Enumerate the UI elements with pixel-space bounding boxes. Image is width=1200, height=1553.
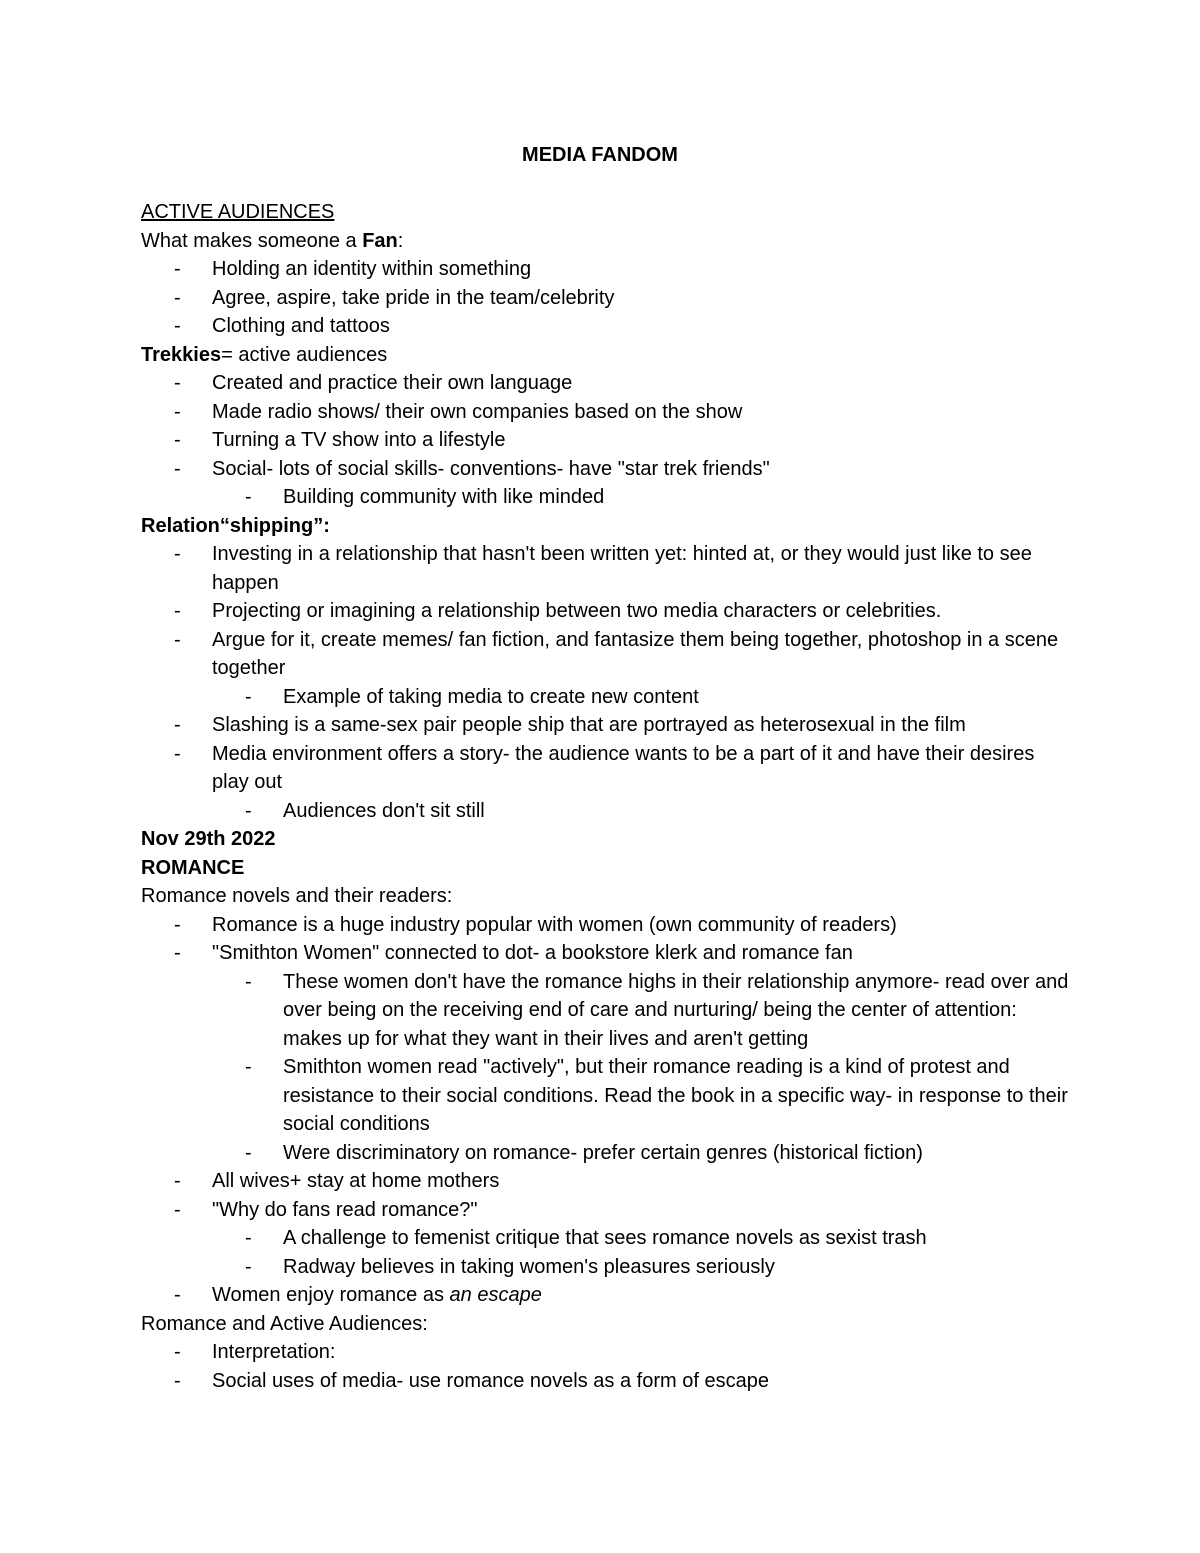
list-item: - "Smithton Women" connected to dot- a bookstore klerk and romance fan: [141, 939, 1071, 968]
bullet-dash: -: [174, 400, 181, 423]
list-item: - Agree, aspire, take pride in the team/celebrity: [141, 284, 1071, 313]
sub-list-item: - Audiences don't sit still: [141, 797, 1071, 826]
fan-question: What makes someone a Fan:: [141, 229, 404, 252]
romance-intro: Romance novels and their readers:: [141, 885, 453, 907]
bullet-dash: -: [174, 714, 181, 736]
bullet-dash: -: [245, 1141, 252, 1164]
page-title: MEDIA FANDOM: [522, 144, 678, 166]
bullet-dash: -: [174, 742, 181, 765]
sub-list-item: - Example of taking media to create new content: [141, 683, 1071, 712]
bullet-dash: -: [174, 543, 181, 565]
bullet-dash: -: [174, 628, 181, 651]
list-item: - Projecting or imagining a relationship between two media characters or celebrities.: [141, 597, 1071, 626]
list-item: - Interpretation:: [141, 1338, 1071, 1367]
list-item: - Romance is a huge industry popular with women (own community of readers): [141, 911, 1071, 940]
bullet-dash: -: [245, 799, 252, 822]
bullet-dash: -: [174, 1341, 181, 1363]
list-item: - Investing in a relationship that hasn't been written yet: hinted at, or they would just like to see happen: [141, 540, 1071, 597]
bullet-dash: -: [174, 1284, 181, 1306]
bullet-dash: -: [174, 286, 181, 309]
list-item: - Made radio shows/ their own companies based on the show: [141, 398, 1071, 427]
list-item: - Holding an identity within something: [141, 255, 1071, 284]
bullet-dash: -: [245, 1255, 252, 1278]
bullet-dash: -: [245, 1227, 252, 1249]
sub-list-item: - Were discriminatory on romance- prefer certain genres (historical fiction): [141, 1139, 1071, 1168]
bullet-dash: -: [174, 1369, 181, 1392]
romance-active-heading: Romance and Active Audiences:: [141, 1312, 428, 1335]
list-item: - Women enjoy romance as an escape: [141, 1281, 1071, 1310]
bullet-dash: -: [174, 429, 181, 451]
list-item: - Argue for it, create memes/ fan fiction, and fantasize them being together, photoshop in a scene together: [141, 626, 1071, 683]
bullet-dash: -: [174, 1170, 181, 1192]
list-item: - Media environment offers a story- the audience wants to be a part of it and have their desires play out: [141, 740, 1071, 797]
bullet-dash: -: [174, 1198, 181, 1221]
list-item: - Turning a TV show into a lifestyle: [141, 426, 1071, 455]
trekkies-line: Trekkies= active audiences: [141, 343, 388, 366]
date-heading: Nov 29th 2022: [141, 828, 276, 850]
bullet-dash: -: [174, 258, 181, 280]
sub-list-item: - Smithton women read "actively", but their romance reading is a kind of protest and resistance to their social conditions. Read the book in a specific way- in response to their social conditions: [141, 1053, 1071, 1139]
bullet-dash: -: [245, 1056, 252, 1078]
bullet-dash: -: [245, 486, 252, 508]
sub-list-item: - A challenge to femenist critique that sees romance novels as sexist trash: [141, 1224, 1071, 1253]
list-item: - "Why do fans read romance?": [141, 1196, 1071, 1225]
bullet-dash: -: [174, 457, 181, 480]
list-item: - Clothing and tattoos: [141, 312, 1071, 341]
list-item: - Slashing is a same-sex pair people ship that are portrayed as heterosexual in the film: [141, 711, 1071, 740]
bullet-dash: -: [174, 315, 181, 337]
sub-list-item: - Radway believes in taking women's pleasures seriously: [141, 1253, 1071, 1282]
sub-list-item: - Building community with like minded: [141, 483, 1071, 512]
sub-list-item: - These women don't have the romance highs in their relationship anymore- read over and over being on the receiving end of care and nurturing/ being the center of attention: makes up for what they want in their lives and aren't getting: [141, 968, 1071, 1054]
notes-body: [141, 198, 1071, 1395]
bullet-dash: -: [174, 913, 181, 936]
shipping-heading: Relation“shipping”:: [141, 514, 330, 537]
bullet-dash: -: [174, 600, 181, 622]
bullet-dash: -: [245, 970, 252, 993]
list-item: - All wives+ stay at home mothers: [141, 1167, 1071, 1196]
list-item: - Created and practice their own language: [141, 369, 1071, 398]
list-item: - Social- lots of social skills- conventions- have "star trek friends": [141, 455, 1071, 484]
bullet-dash: -: [174, 372, 181, 394]
bullet-dash: -: [245, 685, 252, 708]
section-heading-romance: ROMANCE: [141, 856, 245, 879]
list-item: - Social uses of media- use romance novels as a form of escape: [141, 1367, 1071, 1396]
bullet-dash: -: [174, 942, 181, 964]
section-heading-active-audiences: ACTIVE AUDIENCES: [141, 201, 335, 223]
